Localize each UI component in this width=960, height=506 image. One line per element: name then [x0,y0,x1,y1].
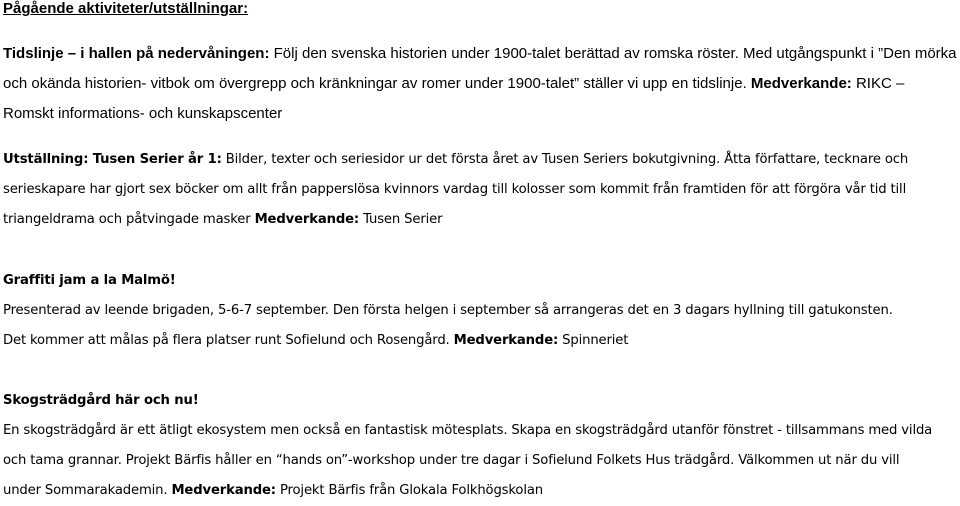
graffiti-line-2 [3,326,958,356]
tidslinje-title: Tidslinje – i hallen på nedervåningen: [3,45,270,62]
tidslinje-text-3: Romskt informations- och kunskapscenter [3,105,283,122]
tidslinje-line-1 [3,39,958,69]
skog-title: Skogsträdgård här och nu! [3,393,199,408]
section-skogstradgard [3,386,958,506]
graffiti-text-1: Presenterad av leende brigaden, 5-6-7 september. Den första helgen i september så arrangeras det en 3 dagars hyllning till gatukonsten. [3,303,893,318]
tidslinje-text-2: och okända historien- vitbok om övergrepp och kränkningar av romer under 1900-talet” ställer vi upp en tidslinje. [3,75,751,92]
utstallning-line-3 [3,205,958,235]
utstallning-text-3: triangeldrama och påtvingade masker [3,212,255,227]
skog-text-3: under Sommarakademin. [3,483,172,498]
utstallning-medverkande-value: Tusen Serier [359,212,443,227]
tidslinje-medverkande-label: Medverkande: [750,75,852,92]
skog-line-2 [3,446,958,476]
graffiti-text-2: Det kommer att målas på flera platser runt Sofielund och Rosengård. [3,333,454,348]
utstallning-medverkande-label: Medverkande: [254,212,360,227]
utstallning-text-1: Bilder, texter och seriesidor ur det första året av Tusen Seriers bokutgivning. Åtta författare, tecknare och [221,152,909,167]
utstallning-line-2 [3,175,958,205]
tidslinje-medverkande-value: RIKC – [851,75,905,92]
graffiti-title-line [3,266,958,296]
tidslinje-text-1: Följ den svenska historien under 1900-talet berättad av romska röster. Med utgångspunkt i ”Den mörka [269,45,957,62]
skog-text-1: En skogsträdgård är ett ätligt ekosystem men också en fantastisk mötesplats. Skapa en skogsträdgård utanför fönstret - tillsammans med vilda [3,423,933,438]
utstallning-line-1 [3,145,958,175]
skog-medverkande-value: Projekt Bärfis från Glokala Folkhögskolan [275,483,543,498]
skog-line-1 [3,416,958,446]
section-utstallning [3,145,958,235]
section-tidslinje [3,39,958,129]
skog-medverkande-label: Medverkande: [171,483,276,498]
graffiti-title: Graffiti jam a la Malmö! [3,273,176,288]
section-graffiti [3,266,958,356]
skog-text-2: och tama grannar. Projekt Bärfis håller en “hands on”-workshop under tre dagar i Sofielund Folkets Hus trädgård. Välkommen ut när du vill [3,453,900,468]
tidslinje-line-3 [3,99,958,129]
utstallning-title: Utställning: Tusen Serier år 1: [3,152,222,167]
graffiti-line-1 [3,296,958,326]
skog-line-3 [3,476,958,506]
page-heading: Pågående aktiviteter/utställningar: [3,0,249,17]
graffiti-medverkande-value: Spinneriet [558,333,629,348]
utstallning-text-2: serieskapare har gjort sex böcker om allt från papperslösa kvinnors vardag till kolosser som kommit från framtiden för att förgöra vår tid till [3,182,907,197]
graffiti-medverkande-label: Medverkande: [453,333,559,348]
tidslinje-line-2 [3,69,958,99]
skog-title-line [3,386,958,416]
